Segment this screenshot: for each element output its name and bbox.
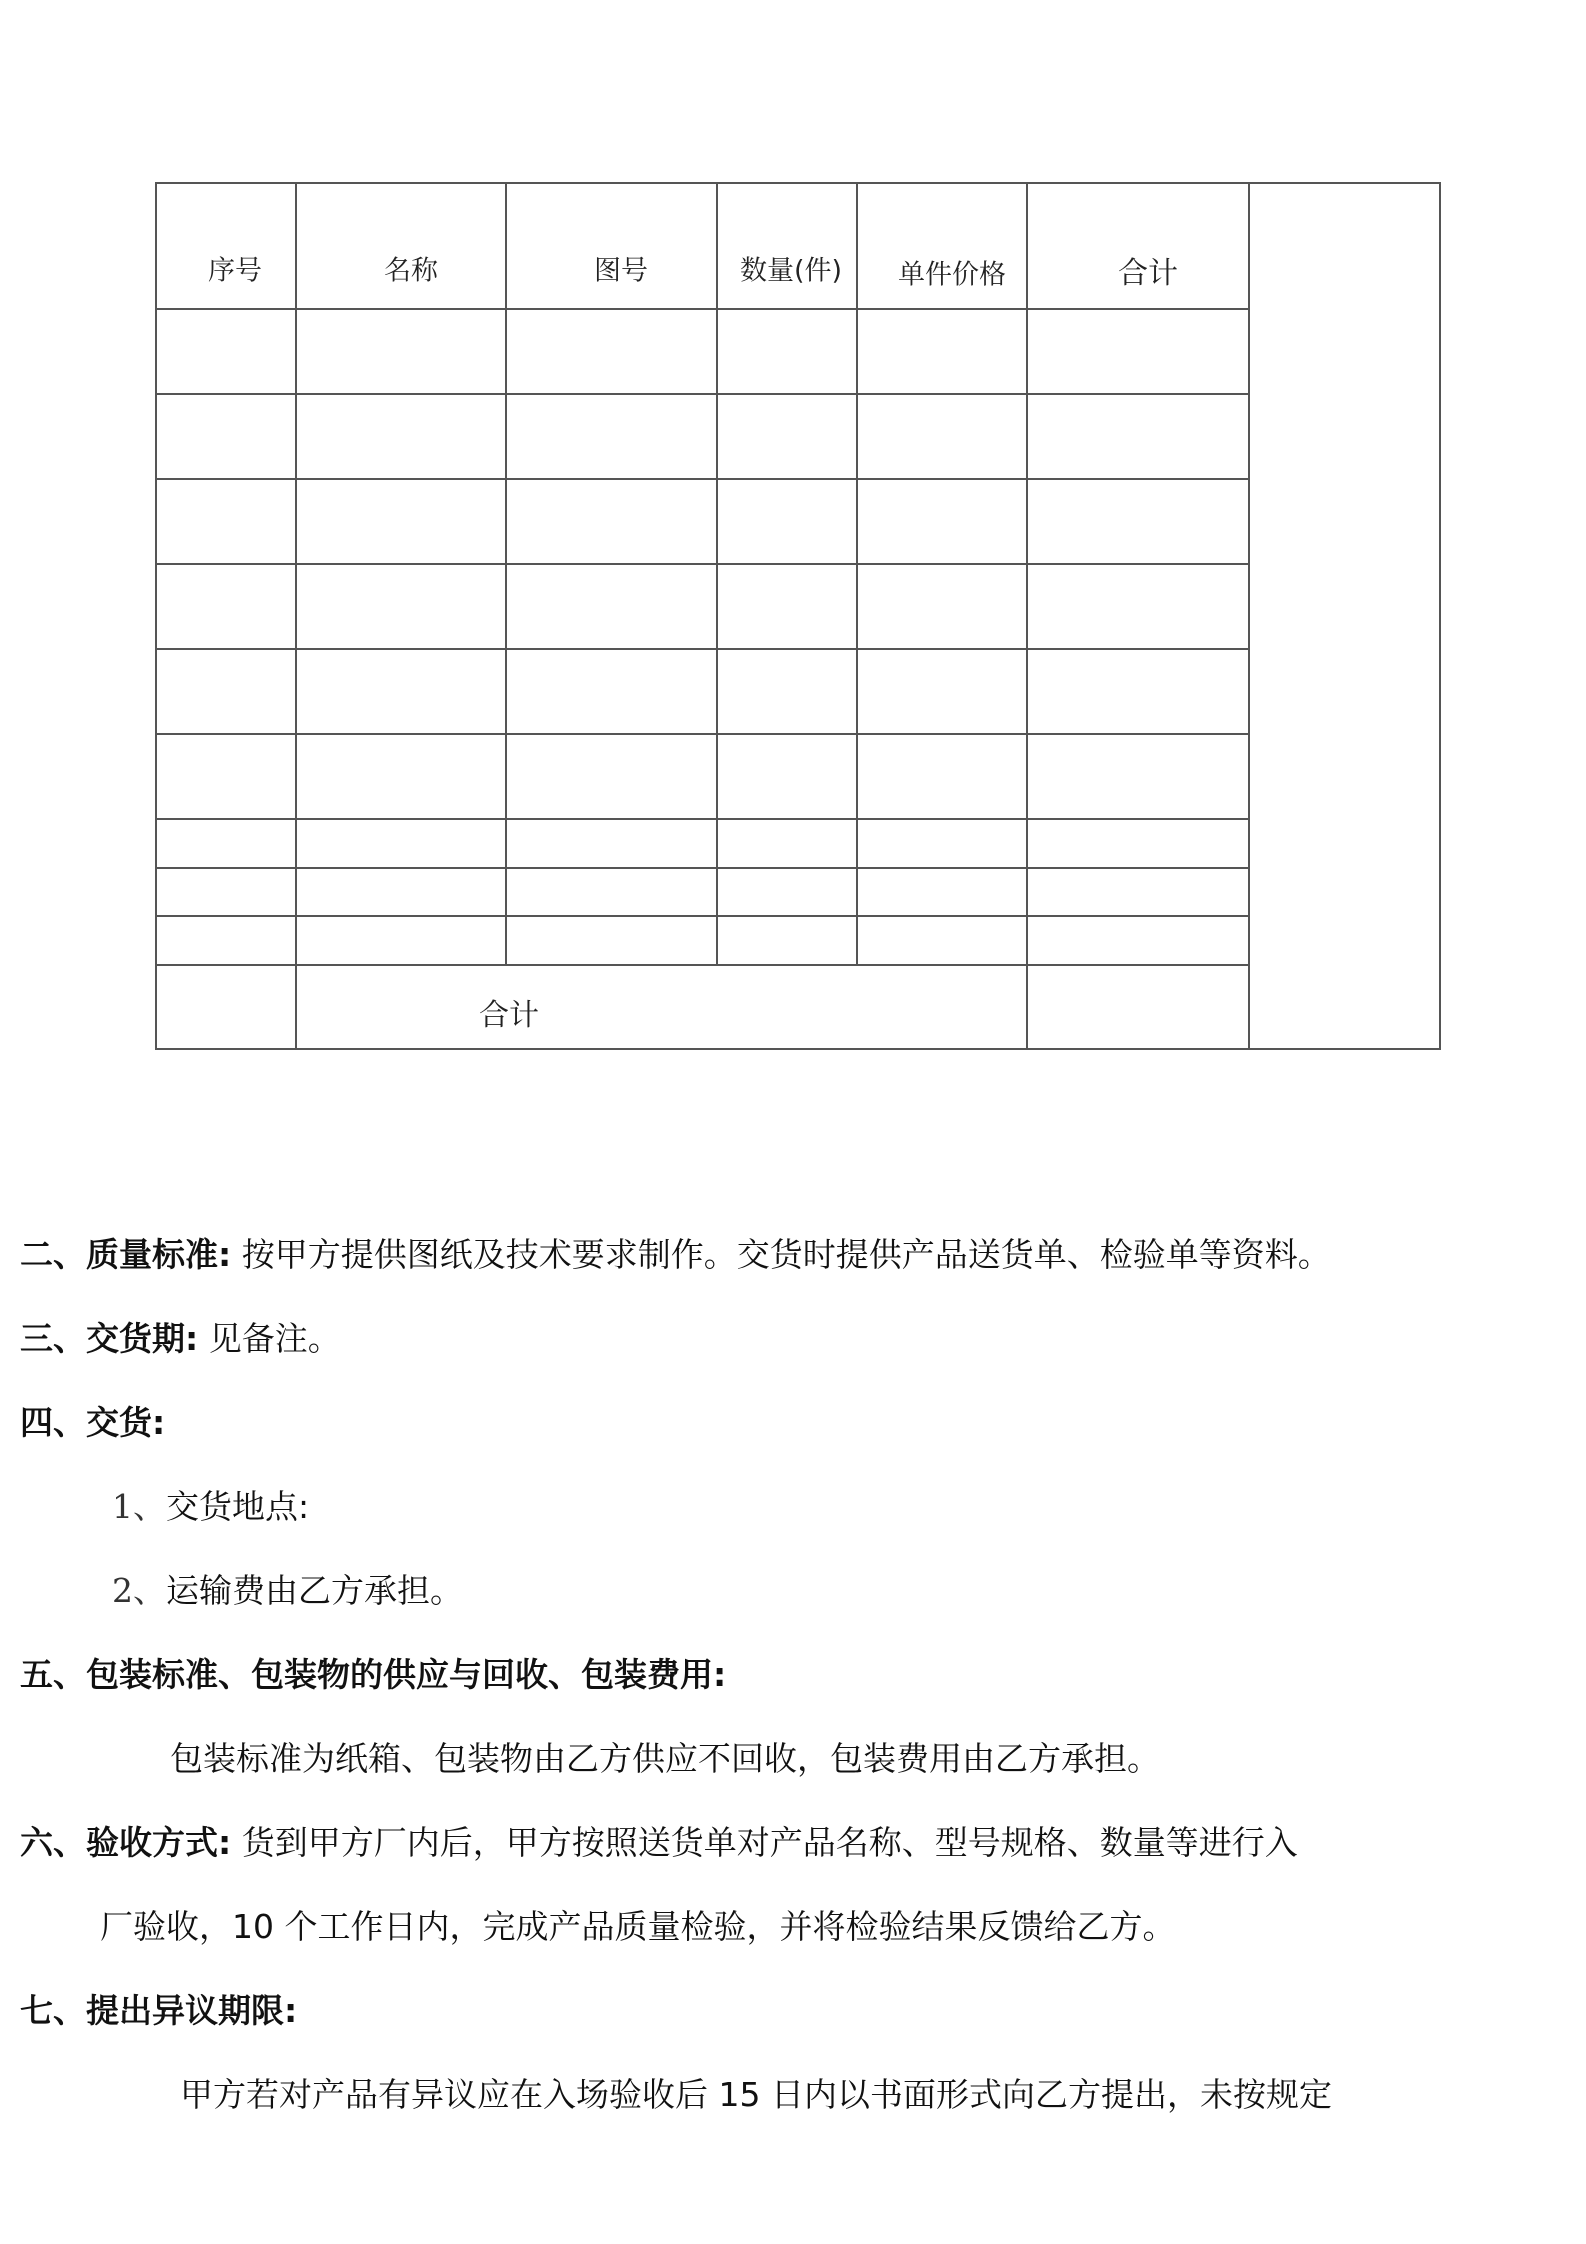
clause-acceptance-heading: 六、验收方式: bbox=[20, 1823, 232, 1862]
table-col-line bbox=[505, 182, 507, 966]
clause-quality-text: 按甲方提供图纸及技术要求制作。交货时提供产品送货单、检验单等资料。 bbox=[241, 1235, 1331, 1274]
clause-objection bbox=[20, 1991, 298, 2030]
table-row-line bbox=[155, 867, 1249, 869]
table-row-line bbox=[155, 563, 1249, 565]
delivery-item-number: 1、 bbox=[112, 1487, 166, 1526]
table-col-line bbox=[856, 182, 858, 966]
table-row-line bbox=[155, 964, 1249, 966]
table-border-right bbox=[1439, 182, 1441, 1050]
table-row-line bbox=[155, 733, 1249, 735]
delivery-item-text: 交货地点: bbox=[166, 1487, 310, 1526]
clause-objection-heading: 七、提出异议期限: bbox=[20, 1991, 298, 2030]
header-quantity: 数量(件) bbox=[739, 255, 843, 287]
table-col-line bbox=[716, 182, 718, 966]
clause-delivery-heading: 四、交货: bbox=[20, 1403, 166, 1442]
table-border-top bbox=[155, 182, 1441, 184]
clause-delivery-period-heading: 三、交货期: bbox=[20, 1319, 199, 1358]
clause-acceptance-text-cont: 厂验收，10 个工作日内，完成产品质量检验，并将检验结果反馈给乙方。 bbox=[100, 1907, 1176, 1946]
clause-acceptance-text: 货到甲方厂内后，甲方按照送货单对产品名称、型号规格、数量等进行入 bbox=[241, 1823, 1298, 1862]
clause-delivery-period-text: 见备注。 bbox=[208, 1319, 341, 1358]
header-subtotal: 合计 bbox=[1118, 256, 1178, 291]
delivery-item bbox=[112, 1571, 463, 1610]
table-col-line bbox=[295, 182, 297, 1050]
delivery-item-number: 2、 bbox=[112, 1571, 166, 1610]
header-drawing-no: 图号 bbox=[594, 255, 648, 287]
delivery-item bbox=[112, 1487, 310, 1526]
table-border-left bbox=[155, 182, 157, 1050]
total-row-label: 合计 bbox=[479, 998, 539, 1033]
delivery-item-text: 运输费由乙方承担。 bbox=[166, 1571, 463, 1610]
table-row-line bbox=[155, 818, 1249, 820]
header-serial: 序号 bbox=[208, 255, 262, 287]
clause-packaging-text: 包装标准为纸箱、包装物由乙方供应不回收，包装费用由乙方承担。 bbox=[170, 1739, 1160, 1778]
clause-objection-text: 甲方若对产品有异议应在入场验收后 15 日内以书面形式向乙方提出，未按规定 bbox=[180, 2075, 1332, 2114]
table-row-line bbox=[155, 393, 1249, 395]
table-row-line bbox=[155, 648, 1249, 650]
table-row-line bbox=[155, 478, 1249, 480]
table-border-bottom bbox=[155, 1048, 1441, 1050]
clause-packaging-heading: 五、包装标准、包装物的供应与回收、包装费用: bbox=[20, 1655, 727, 1694]
clause-acceptance bbox=[20, 1823, 1298, 1862]
clause-delivery-period bbox=[20, 1319, 341, 1358]
clause-quality bbox=[20, 1235, 1331, 1274]
table-col-line bbox=[1248, 182, 1250, 1050]
clause-quality-heading: 二、质量标准: bbox=[20, 1235, 232, 1274]
clause-packaging bbox=[20, 1655, 727, 1694]
header-name: 名称 bbox=[384, 255, 438, 287]
table-row-line bbox=[155, 915, 1249, 917]
header-unit-price: 单件价格 bbox=[898, 259, 1006, 291]
table-row-line bbox=[155, 308, 1249, 310]
clause-delivery bbox=[20, 1403, 166, 1442]
table-col-line bbox=[1026, 182, 1028, 1050]
